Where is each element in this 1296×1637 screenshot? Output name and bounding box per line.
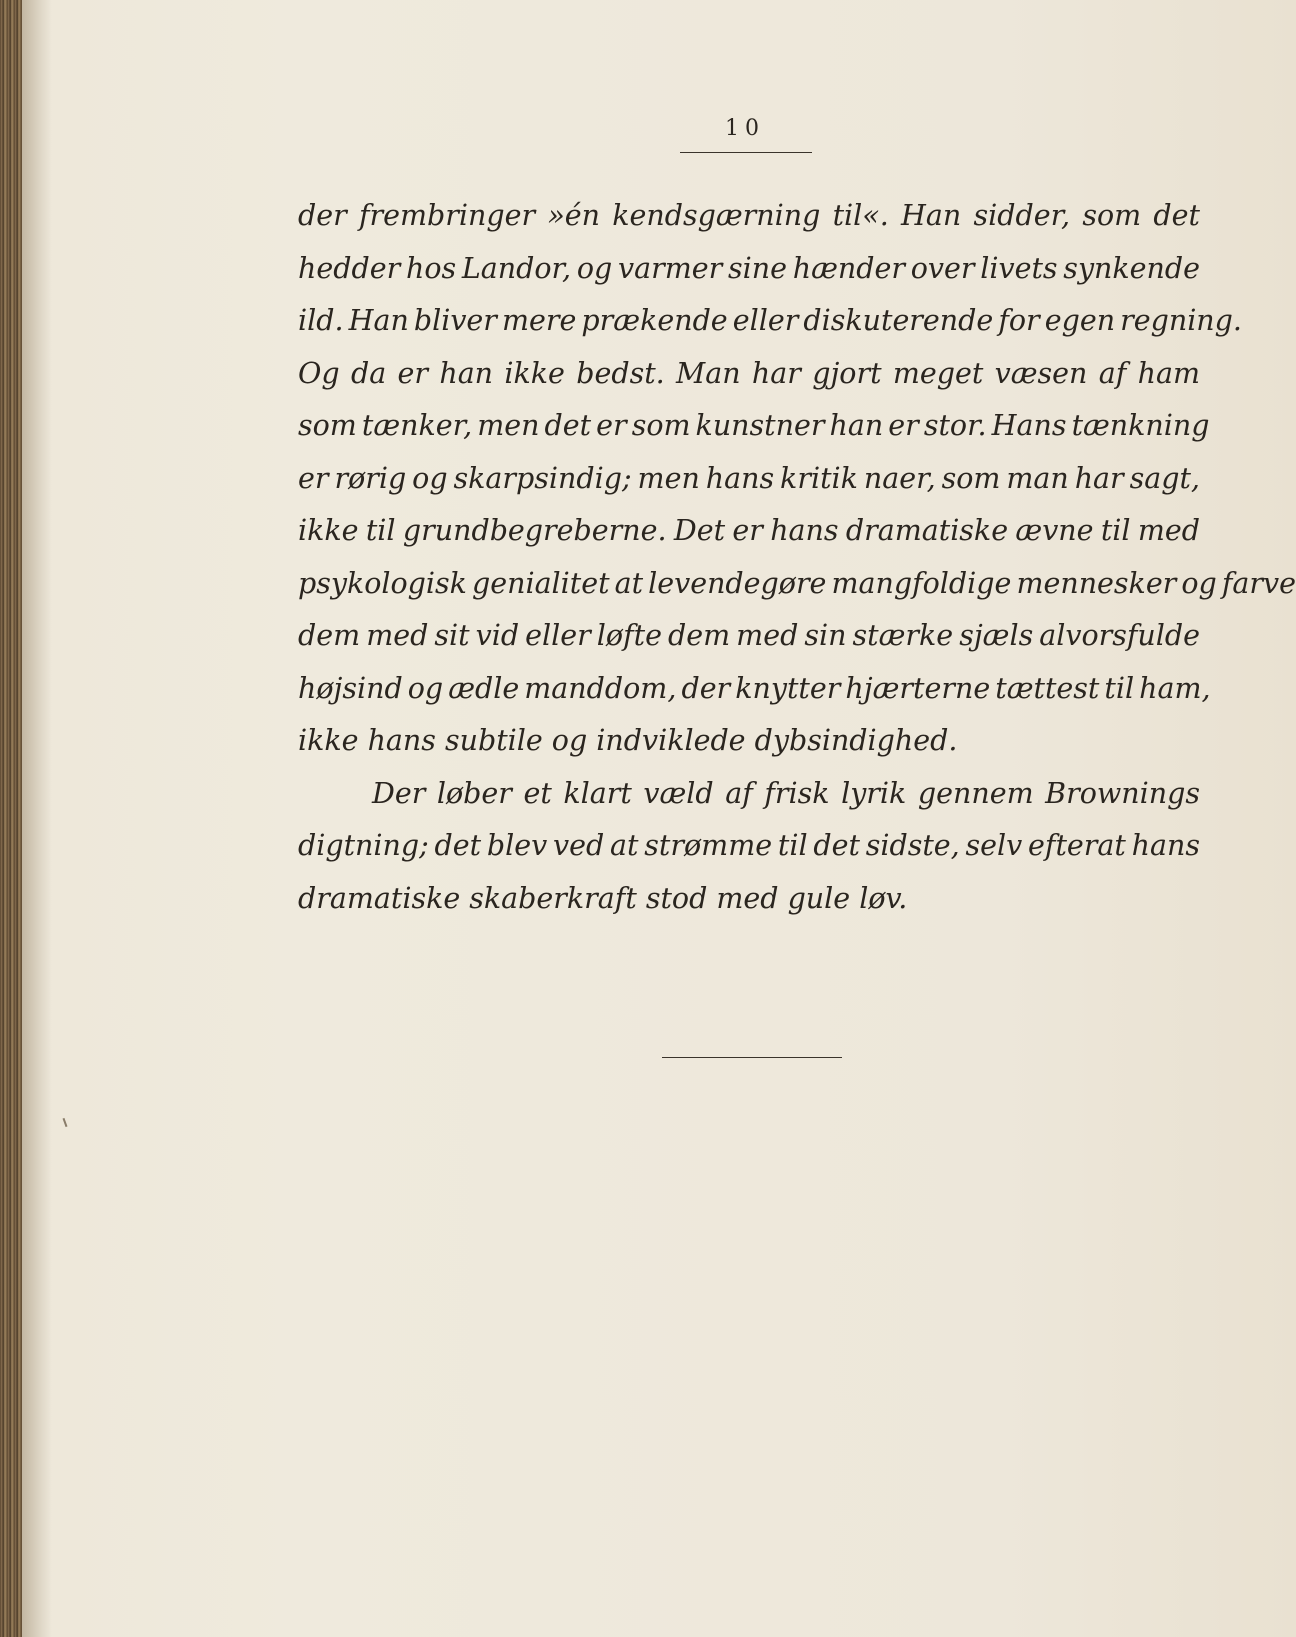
text-line: ikke hans subtile og indviklede dybsindighed. <box>298 724 958 757</box>
gutter-shadow <box>22 0 52 1637</box>
text-line: der frembringer »én kendsgærning til«. Han sidder, som det <box>298 199 1200 232</box>
text-line: ild. Han bliver mere prækende eller diskuterende for egen regning. <box>298 304 1242 337</box>
text-line: dramatiske skaberkraft stod med gule løv. <box>298 881 908 915</box>
text-line: højsind og ædle manddom, der knytter hjærterne tættest til ham, <box>298 671 1211 705</box>
book-spine <box>0 0 22 1637</box>
text-line: som tænker, men det er som kunstner han er stor. Hans tænkning <box>298 409 1210 442</box>
text-line: Og da er han ikke bedst. Man har gjort meget væsen af ham <box>298 356 1200 390</box>
page-number: 10 <box>725 116 765 141</box>
paper-speck <box>63 1118 68 1127</box>
header-rule <box>680 152 812 153</box>
text-line: Der løber et klart væld af frisk lyrik gennem Brownings <box>372 776 1200 810</box>
text-line: psykologisk genialitet at levendegøre mangfoldige mennesker og farve <box>298 566 1296 600</box>
end-rule <box>662 1057 842 1058</box>
text-line: digtning; det blev ved at strømme til det sidste, selv efterat hans <box>298 829 1200 862</box>
body-text <box>298 190 1296 925</box>
text-line: ikke til grundbegreberne. Det er hans dramatiske ævne til med <box>298 514 1200 547</box>
text-line: dem med sit vid eller løfte dem med sin stærke sjæls alvorsfulde <box>298 619 1200 652</box>
text-line: er rørig og skarpsindig; men hans kritik naer, som man har sagt, <box>298 461 1200 495</box>
text-line: hedder hos Landor, og varmer sine hænder over livets synkende <box>298 251 1200 285</box>
